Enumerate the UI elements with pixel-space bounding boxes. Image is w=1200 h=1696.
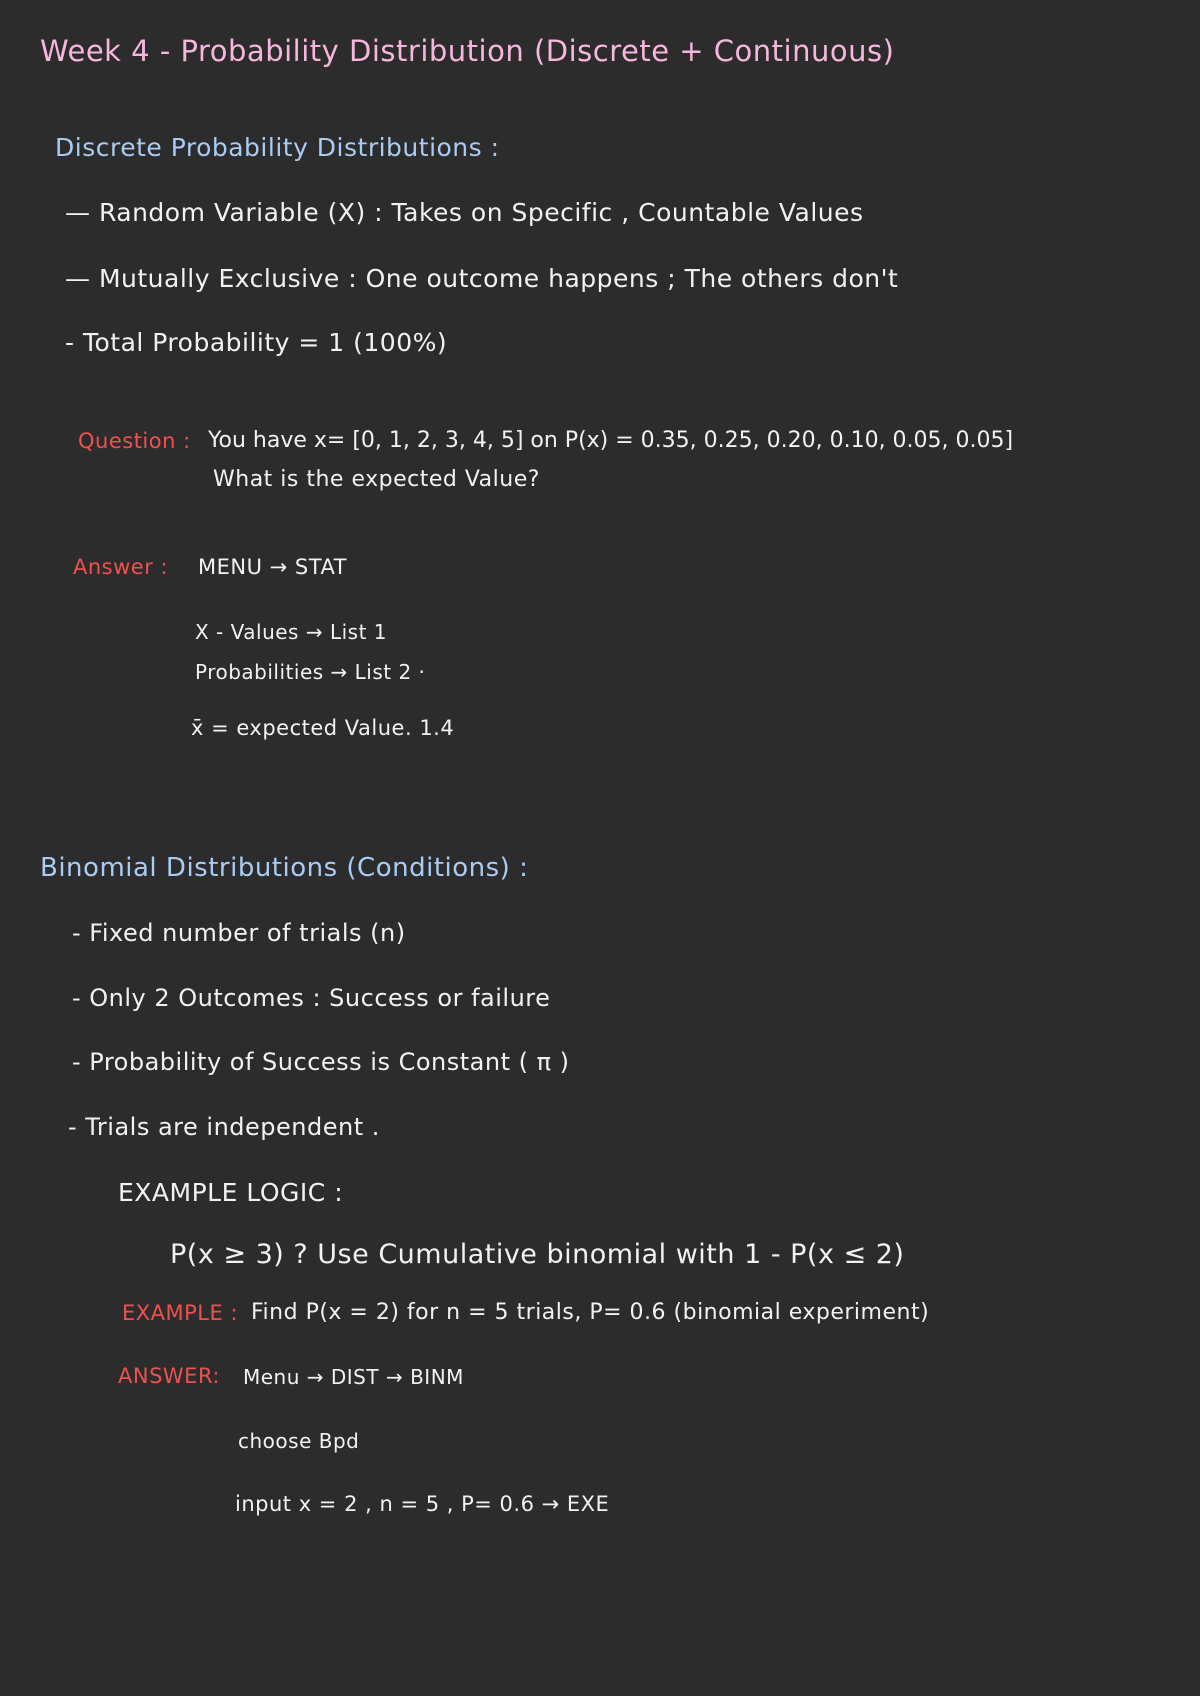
example-logic-label: EXAMPLE LOGIC : — [118, 1178, 344, 1207]
question-text-line2: What is the expected Value? — [213, 467, 540, 492]
page-title: Week 4 - Probability Distribution (Discrete + Continuous) — [40, 34, 895, 68]
binomial-bullet-constant-probability: - Probability of Success is Constant ( π ) — [72, 1048, 570, 1076]
answer-step-probabilities: Probabilities → List 2 · — [195, 660, 426, 684]
binomial-answer-step-input: input x = 2 , n = 5 , P= 0.6 → EXE — [235, 1492, 610, 1516]
discrete-heading: Discrete Probability Distributions : — [55, 133, 500, 162]
answer-label: Answer : — [73, 555, 169, 579]
binomial-bullet-two-outcomes: - Only 2 Outcomes : Success or failure — [72, 984, 551, 1012]
discrete-bullet-random-variable: — Random Variable (X) : Takes on Specific , Countable Values — [65, 198, 864, 227]
binomial-bullet-fixed-trials: - Fixed number of trials (n) — [72, 919, 406, 947]
example-logic-text: P(x ≥ 3) ? Use Cumulative binomial with 1 - P(x ≤ 2) — [170, 1239, 905, 1270]
binomial-answer-step-choose: choose Bpd — [238, 1429, 360, 1453]
answer-step-expected-value: x̄ = expected Value. 1.4 — [191, 716, 455, 740]
binomial-bullet-independent-trials: - Trials are independent . — [68, 1113, 380, 1141]
question-text-line1: You have x= [0, 1, 2, 3, 4, 5] on P(x) = 0.35, 0.25, 0.20, 0.10, 0.05, 0.05] — [208, 428, 1014, 453]
binomial-answer-step-menu: Menu → DIST → BINM — [243, 1365, 464, 1389]
binomial-answer-label: ANSWER: — [118, 1364, 220, 1388]
example-text: Find P(x = 2) for n = 5 trials, P= 0.6 (binomial experiment) — [251, 1300, 930, 1325]
answer-step-x-values: X - Values → List 1 — [195, 620, 387, 644]
example-label: EXAMPLE : — [122, 1301, 239, 1325]
question-label: Question : — [78, 429, 191, 453]
discrete-bullet-total-probability: - Total Probability = 1 (100%) — [65, 328, 448, 357]
discrete-bullet-mutually-exclusive: — Mutually Exclusive : One outcome happens ; The others don't — [65, 264, 899, 293]
answer-step-menu-stat: MENU → STAT — [198, 555, 348, 579]
binomial-heading: Binomial Distributions (Conditions) : — [40, 853, 529, 883]
